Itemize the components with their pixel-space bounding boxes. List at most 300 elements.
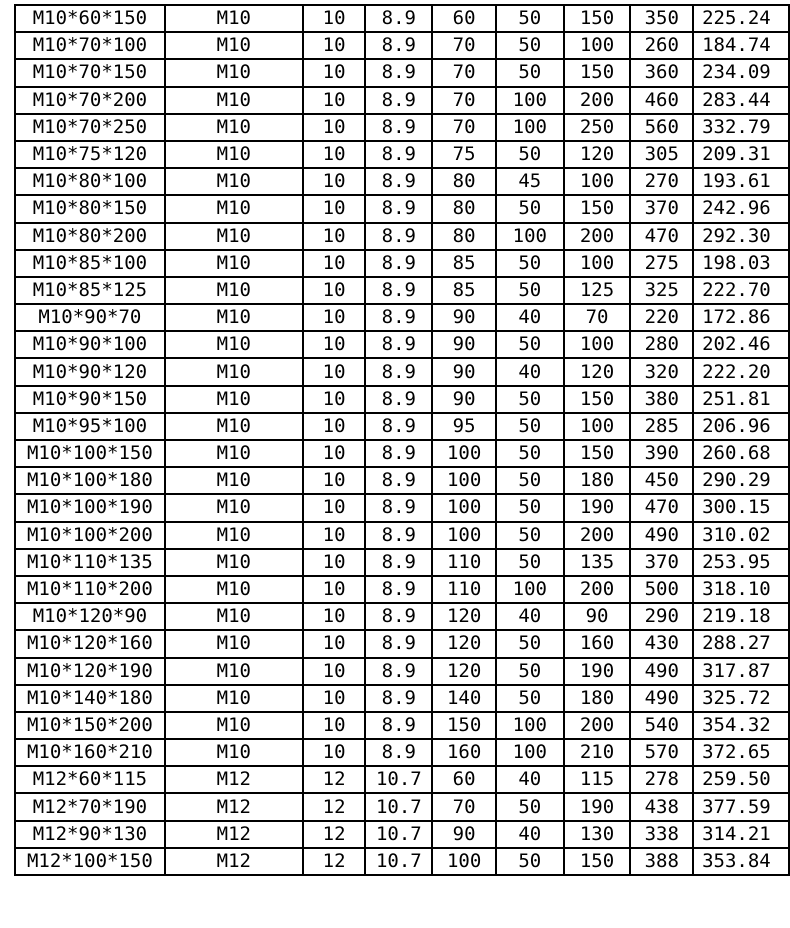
table-row (15, 793, 789, 820)
table-body (15, 5, 789, 875)
core-diameter-cell: 8.9 (365, 358, 432, 385)
thread-cell: M10 (165, 522, 303, 549)
table-row (15, 304, 789, 331)
model-cell: M10*95*100 (15, 413, 165, 440)
core-diameter-cell: 8.9 (365, 549, 432, 576)
weight-cell: 219.18 (693, 603, 789, 630)
diameter-cell: 10 (303, 467, 366, 494)
width-cell: 70 (432, 87, 496, 114)
diameter-cell: 10 (303, 685, 366, 712)
thread-cell: M10 (165, 467, 303, 494)
weight-cell: 354.32 (693, 712, 789, 739)
length-cell: 160 (564, 630, 631, 657)
model-cell: M10*90*100 (15, 331, 165, 358)
total-cell: 370 (630, 195, 693, 222)
model-cell: M12*100*150 (15, 848, 165, 875)
total-cell: 560 (630, 114, 693, 141)
thread-length-cell: 50 (496, 467, 564, 494)
thread-cell: M12 (165, 766, 303, 793)
core-diameter-cell: 8.9 (365, 331, 432, 358)
length-cell: 180 (564, 685, 631, 712)
thread-length-cell: 100 (496, 712, 564, 739)
table-row (15, 32, 789, 59)
table-row (15, 87, 789, 114)
table-row (15, 277, 789, 304)
table-row (15, 168, 789, 195)
diameter-cell: 10 (303, 494, 366, 521)
thread-length-cell: 40 (496, 766, 564, 793)
length-cell: 180 (564, 467, 631, 494)
model-cell: M10*120*190 (15, 658, 165, 685)
diameter-cell: 12 (303, 821, 366, 848)
table-row (15, 331, 789, 358)
thread-length-cell: 50 (496, 793, 564, 820)
thread-cell: M10 (165, 331, 303, 358)
weight-cell: 193.61 (693, 168, 789, 195)
length-cell: 100 (564, 331, 631, 358)
diameter-cell: 10 (303, 168, 366, 195)
total-cell: 350 (630, 5, 693, 32)
total-cell: 430 (630, 630, 693, 657)
table-row (15, 739, 789, 766)
width-cell: 60 (432, 766, 496, 793)
weight-cell: 242.96 (693, 195, 789, 222)
thread-length-cell: 100 (496, 87, 564, 114)
total-cell: 490 (630, 685, 693, 712)
length-cell: 100 (564, 32, 631, 59)
length-cell: 200 (564, 223, 631, 250)
weight-cell: 259.50 (693, 766, 789, 793)
model-cell: M10*120*90 (15, 603, 165, 630)
width-cell: 90 (432, 821, 496, 848)
table-row (15, 5, 789, 32)
width-cell: 75 (432, 141, 496, 168)
core-diameter-cell: 8.9 (365, 195, 432, 222)
core-diameter-cell: 10.7 (365, 793, 432, 820)
core-diameter-cell: 8.9 (365, 440, 432, 467)
core-diameter-cell: 8.9 (365, 168, 432, 195)
length-cell: 150 (564, 5, 631, 32)
weight-cell: 310.02 (693, 522, 789, 549)
core-diameter-cell: 8.9 (365, 32, 432, 59)
total-cell: 540 (630, 712, 693, 739)
length-cell: 120 (564, 141, 631, 168)
core-diameter-cell: 8.9 (365, 413, 432, 440)
total-cell: 270 (630, 168, 693, 195)
diameter-cell: 12 (303, 793, 366, 820)
thread-length-cell: 50 (496, 386, 564, 413)
length-cell: 200 (564, 522, 631, 549)
weight-cell: 283.44 (693, 87, 789, 114)
thread-cell: M10 (165, 630, 303, 657)
width-cell: 90 (432, 386, 496, 413)
total-cell: 280 (630, 331, 693, 358)
weight-cell: 317.87 (693, 658, 789, 685)
width-cell: 140 (432, 685, 496, 712)
thread-length-cell: 100 (496, 739, 564, 766)
weight-cell: 206.96 (693, 413, 789, 440)
thread-cell: M10 (165, 658, 303, 685)
table-row (15, 658, 789, 685)
thread-cell: M10 (165, 576, 303, 603)
core-diameter-cell: 8.9 (365, 304, 432, 331)
diameter-cell: 10 (303, 277, 366, 304)
model-cell: M10*150*200 (15, 712, 165, 739)
total-cell: 470 (630, 223, 693, 250)
model-cell: M10*75*120 (15, 141, 165, 168)
spec-table-container (14, 4, 790, 876)
length-cell: 125 (564, 277, 631, 304)
width-cell: 85 (432, 277, 496, 304)
thread-length-cell: 50 (496, 5, 564, 32)
model-cell: M10*70*150 (15, 59, 165, 86)
core-diameter-cell: 8.9 (365, 467, 432, 494)
model-cell: M10*80*200 (15, 223, 165, 250)
length-cell: 70 (564, 304, 631, 331)
core-diameter-cell: 8.9 (365, 223, 432, 250)
table-row (15, 195, 789, 222)
thread-length-cell: 100 (496, 114, 564, 141)
model-cell: M10*85*125 (15, 277, 165, 304)
core-diameter-cell: 8.9 (365, 59, 432, 86)
width-cell: 90 (432, 304, 496, 331)
table-row (15, 522, 789, 549)
length-cell: 135 (564, 549, 631, 576)
diameter-cell: 10 (303, 440, 366, 467)
weight-cell: 222.20 (693, 358, 789, 385)
width-cell: 100 (432, 467, 496, 494)
thread-length-cell: 100 (496, 223, 564, 250)
length-cell: 200 (564, 87, 631, 114)
total-cell: 380 (630, 386, 693, 413)
model-cell: M10*60*150 (15, 5, 165, 32)
diameter-cell: 10 (303, 195, 366, 222)
table-row (15, 549, 789, 576)
length-cell: 150 (564, 59, 631, 86)
diameter-cell: 10 (303, 522, 366, 549)
diameter-cell: 10 (303, 87, 366, 114)
total-cell: 338 (630, 821, 693, 848)
model-cell: M10*90*120 (15, 358, 165, 385)
core-diameter-cell: 10.7 (365, 766, 432, 793)
length-cell: 100 (564, 250, 631, 277)
diameter-cell: 10 (303, 32, 366, 59)
thread-length-cell: 40 (496, 358, 564, 385)
thread-length-cell: 50 (496, 549, 564, 576)
width-cell: 70 (432, 32, 496, 59)
thread-length-cell: 50 (496, 522, 564, 549)
length-cell: 90 (564, 603, 631, 630)
thread-cell: M10 (165, 739, 303, 766)
total-cell: 570 (630, 739, 693, 766)
width-cell: 160 (432, 739, 496, 766)
thread-cell: M10 (165, 195, 303, 222)
thread-cell: M10 (165, 87, 303, 114)
weight-cell: 209.31 (693, 141, 789, 168)
thread-length-cell: 40 (496, 304, 564, 331)
model-cell: M10*140*180 (15, 685, 165, 712)
length-cell: 115 (564, 766, 631, 793)
thread-length-cell: 50 (496, 277, 564, 304)
total-cell: 290 (630, 603, 693, 630)
weight-cell: 222.70 (693, 277, 789, 304)
width-cell: 100 (432, 494, 496, 521)
thread-cell: M10 (165, 5, 303, 32)
width-cell: 120 (432, 630, 496, 657)
thread-length-cell: 50 (496, 494, 564, 521)
total-cell: 305 (630, 141, 693, 168)
table-row (15, 603, 789, 630)
weight-cell: 377.59 (693, 793, 789, 820)
thread-cell: M10 (165, 440, 303, 467)
length-cell: 150 (564, 195, 631, 222)
weight-cell: 172.86 (693, 304, 789, 331)
length-cell: 100 (564, 168, 631, 195)
diameter-cell: 10 (303, 603, 366, 630)
table-row (15, 766, 789, 793)
weight-cell: 225.24 (693, 5, 789, 32)
thread-length-cell: 100 (496, 576, 564, 603)
weight-cell: 290.29 (693, 467, 789, 494)
weight-cell: 300.15 (693, 494, 789, 521)
table-row (15, 386, 789, 413)
core-diameter-cell: 8.9 (365, 141, 432, 168)
width-cell: 110 (432, 549, 496, 576)
model-cell: M10*70*100 (15, 32, 165, 59)
thread-cell: M10 (165, 549, 303, 576)
total-cell: 438 (630, 793, 693, 820)
thread-cell: M10 (165, 712, 303, 739)
weight-cell: 332.79 (693, 114, 789, 141)
width-cell: 100 (432, 440, 496, 467)
model-cell: M10*90*150 (15, 386, 165, 413)
thread-cell: M10 (165, 413, 303, 440)
table-row (15, 848, 789, 875)
core-diameter-cell: 8.9 (365, 494, 432, 521)
thread-cell: M10 (165, 494, 303, 521)
total-cell: 390 (630, 440, 693, 467)
length-cell: 130 (564, 821, 631, 848)
width-cell: 70 (432, 793, 496, 820)
thread-length-cell: 50 (496, 250, 564, 277)
table-row (15, 630, 789, 657)
core-diameter-cell: 8.9 (365, 685, 432, 712)
thread-cell: M10 (165, 685, 303, 712)
diameter-cell: 10 (303, 576, 366, 603)
diameter-cell: 10 (303, 114, 366, 141)
core-diameter-cell: 8.9 (365, 277, 432, 304)
thread-cell: M10 (165, 250, 303, 277)
table-row (15, 440, 789, 467)
total-cell: 285 (630, 413, 693, 440)
width-cell: 60 (432, 5, 496, 32)
table-row (15, 59, 789, 86)
model-cell: M10*80*100 (15, 168, 165, 195)
thread-length-cell: 40 (496, 821, 564, 848)
model-cell: M10*85*100 (15, 250, 165, 277)
thread-length-cell: 50 (496, 630, 564, 657)
core-diameter-cell: 8.9 (365, 114, 432, 141)
length-cell: 190 (564, 793, 631, 820)
core-diameter-cell: 8.9 (365, 603, 432, 630)
length-cell: 100 (564, 413, 631, 440)
spec-table (14, 4, 790, 876)
weight-cell: 198.03 (693, 250, 789, 277)
length-cell: 150 (564, 386, 631, 413)
core-diameter-cell: 8.9 (365, 739, 432, 766)
total-cell: 450 (630, 467, 693, 494)
thread-length-cell: 50 (496, 440, 564, 467)
total-cell: 490 (630, 658, 693, 685)
length-cell: 190 (564, 494, 631, 521)
core-diameter-cell: 10.7 (365, 848, 432, 875)
thread-cell: M10 (165, 304, 303, 331)
weight-cell: 288.27 (693, 630, 789, 657)
model-cell: M10*120*160 (15, 630, 165, 657)
model-cell: M10*70*200 (15, 87, 165, 114)
weight-cell: 260.68 (693, 440, 789, 467)
diameter-cell: 12 (303, 848, 366, 875)
thread-cell: M10 (165, 32, 303, 59)
diameter-cell: 10 (303, 658, 366, 685)
core-diameter-cell: 10.7 (365, 821, 432, 848)
total-cell: 490 (630, 522, 693, 549)
core-diameter-cell: 8.9 (365, 87, 432, 114)
thread-cell: M12 (165, 821, 303, 848)
length-cell: 200 (564, 576, 631, 603)
thread-cell: M10 (165, 386, 303, 413)
weight-cell: 314.21 (693, 821, 789, 848)
diameter-cell: 10 (303, 739, 366, 766)
diameter-cell: 10 (303, 358, 366, 385)
width-cell: 70 (432, 59, 496, 86)
length-cell: 190 (564, 658, 631, 685)
total-cell: 360 (630, 59, 693, 86)
width-cell: 120 (432, 603, 496, 630)
core-diameter-cell: 8.9 (365, 712, 432, 739)
width-cell: 90 (432, 331, 496, 358)
core-diameter-cell: 8.9 (365, 522, 432, 549)
table-row (15, 141, 789, 168)
weight-cell: 353.84 (693, 848, 789, 875)
model-cell: M10*100*200 (15, 522, 165, 549)
core-diameter-cell: 8.9 (365, 5, 432, 32)
model-cell: M12*60*115 (15, 766, 165, 793)
thread-length-cell: 50 (496, 685, 564, 712)
total-cell: 370 (630, 549, 693, 576)
total-cell: 470 (630, 494, 693, 521)
thread-length-cell: 50 (496, 331, 564, 358)
thread-cell: M12 (165, 793, 303, 820)
diameter-cell: 10 (303, 712, 366, 739)
diameter-cell: 10 (303, 386, 366, 413)
thread-length-cell: 50 (496, 413, 564, 440)
width-cell: 90 (432, 358, 496, 385)
width-cell: 100 (432, 848, 496, 875)
weight-cell: 251.81 (693, 386, 789, 413)
length-cell: 150 (564, 848, 631, 875)
width-cell: 95 (432, 413, 496, 440)
table-row (15, 685, 789, 712)
diameter-cell: 10 (303, 413, 366, 440)
table-row (15, 712, 789, 739)
width-cell: 100 (432, 522, 496, 549)
thread-length-cell: 50 (496, 141, 564, 168)
thread-length-cell: 40 (496, 603, 564, 630)
diameter-cell: 10 (303, 5, 366, 32)
thread-length-cell: 50 (496, 658, 564, 685)
weight-cell: 234.09 (693, 59, 789, 86)
table-row (15, 494, 789, 521)
total-cell: 388 (630, 848, 693, 875)
table-row (15, 250, 789, 277)
diameter-cell: 10 (303, 59, 366, 86)
model-cell: M10*160*210 (15, 739, 165, 766)
total-cell: 275 (630, 250, 693, 277)
width-cell: 150 (432, 712, 496, 739)
thread-cell: M10 (165, 223, 303, 250)
diameter-cell: 10 (303, 250, 366, 277)
core-diameter-cell: 8.9 (365, 386, 432, 413)
thread-length-cell: 50 (496, 59, 564, 86)
width-cell: 70 (432, 114, 496, 141)
width-cell: 80 (432, 168, 496, 195)
weight-cell: 202.46 (693, 331, 789, 358)
thread-length-cell: 45 (496, 168, 564, 195)
thread-length-cell: 50 (496, 195, 564, 222)
core-diameter-cell: 8.9 (365, 630, 432, 657)
length-cell: 210 (564, 739, 631, 766)
length-cell: 200 (564, 712, 631, 739)
weight-cell: 184.74 (693, 32, 789, 59)
length-cell: 150 (564, 440, 631, 467)
diameter-cell: 10 (303, 141, 366, 168)
diameter-cell: 10 (303, 331, 366, 358)
total-cell: 260 (630, 32, 693, 59)
width-cell: 80 (432, 223, 496, 250)
table-row (15, 576, 789, 603)
model-cell: M10*110*200 (15, 576, 165, 603)
weight-cell: 372.65 (693, 739, 789, 766)
thread-cell: M10 (165, 277, 303, 304)
thread-length-cell: 50 (496, 848, 564, 875)
table-row (15, 467, 789, 494)
model-cell: M12*70*190 (15, 793, 165, 820)
length-cell: 250 (564, 114, 631, 141)
total-cell: 500 (630, 576, 693, 603)
thread-cell: M10 (165, 168, 303, 195)
total-cell: 460 (630, 87, 693, 114)
width-cell: 110 (432, 576, 496, 603)
total-cell: 220 (630, 304, 693, 331)
total-cell: 320 (630, 358, 693, 385)
thread-cell: M10 (165, 114, 303, 141)
table-row (15, 821, 789, 848)
model-cell: M10*100*180 (15, 467, 165, 494)
length-cell: 120 (564, 358, 631, 385)
total-cell: 325 (630, 277, 693, 304)
table-row (15, 358, 789, 385)
model-cell: M10*80*150 (15, 195, 165, 222)
model-cell: M10*90*70 (15, 304, 165, 331)
weight-cell: 318.10 (693, 576, 789, 603)
thread-cell: M10 (165, 59, 303, 86)
model-cell: M10*70*250 (15, 114, 165, 141)
diameter-cell: 10 (303, 630, 366, 657)
width-cell: 80 (432, 195, 496, 222)
weight-cell: 253.95 (693, 549, 789, 576)
thread-cell: M10 (165, 358, 303, 385)
